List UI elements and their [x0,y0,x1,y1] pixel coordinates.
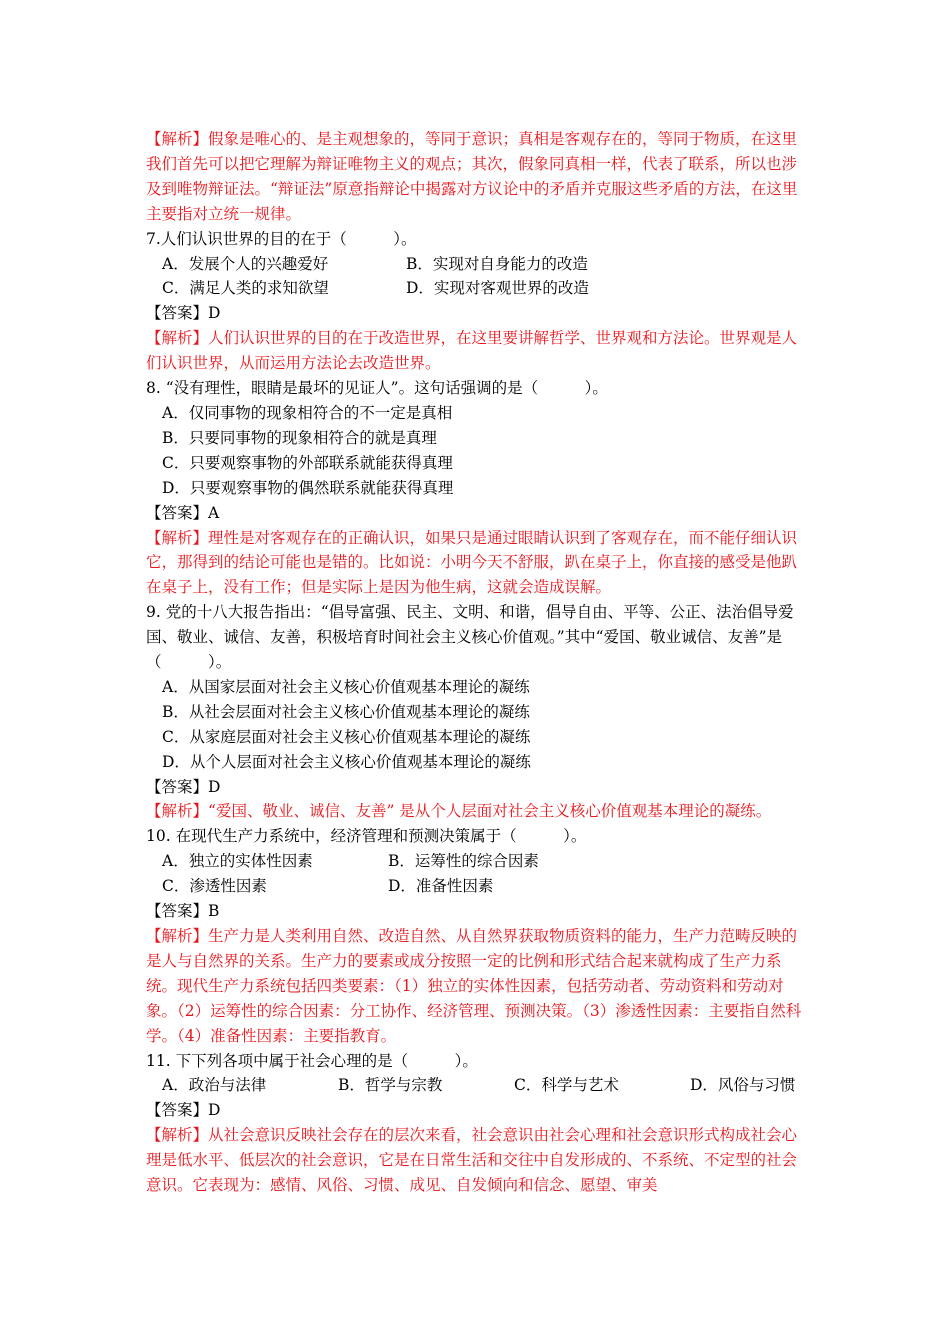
option-a: A．政治与法律 [162,1076,267,1095]
question-stem: 9. 党的十八大报告指出：“倡导富强、民主、文明、和谐，倡导自由、平等、公正、法治倡导爱国、敬业、诚信、友善，积极培育时间社会主义核心价值观。”其中“爱国、敬业诚信、友善”是（ ）。 [146,603,794,672]
analysis-text: “爱国、敬业、诚信、友善” 是从个人层面对社会主义核心价值观基本理论的凝练。 [208,802,772,821]
answer: 【答案】D [146,1101,221,1120]
answer: 【答案】A [146,503,220,522]
option-b: B．实现对自身能力的改造 [406,254,588,273]
analysis [146,924,810,1049]
analysis [146,799,810,824]
option-c: C．渗透性因素 [162,877,267,896]
answer: 【答案】D [146,777,221,796]
question-stem: 10. 在现代生产力系统中，经济管理和预测决策属于（ ）。 [146,827,587,846]
answer: 【答案】B [146,902,220,921]
analysis [146,1123,810,1198]
option-d: D．实现对客观世界的改造 [406,279,589,298]
option-d: D．风俗与习惯 [690,1076,796,1095]
option-c: C．从家庭层面对社会主义核心价值观基本理论的凝练 [162,727,531,746]
option-c: C．科学与艺术 [514,1076,619,1095]
option-d: D．从个人层面对社会主义核心价值观基本理论的凝练 [162,752,531,771]
option-a: A．仅同事物的现象相符合的不一定是真相 [162,403,453,422]
option-b: B．哲学与宗教 [338,1076,443,1095]
document-body [146,127,810,1198]
question-stem: 8. “没有理性，眼睛是最坏的见证人”。这句话强调的是（ ）。 [146,379,608,398]
question-stem: 7.人们认识世界的目的在于（ ）。 [146,229,417,248]
analysis [146,326,810,376]
option-d: D．只要观察事物的偶然联系就能获得真理 [162,478,454,497]
analysis-text: 人们认识世界的目的在于改造世界，在这里要讲解哲学、世界观和方法论。世界观是人们认识世界，从而运用方法论去改造世界。 [146,329,798,373]
question-8 [146,376,810,600]
analysis-label: 【解析】 [146,130,209,148]
option-a: A．从国家层面对社会主义核心价值观基本理论的凝练 [162,677,530,696]
analysis-label: 【解析】 [146,1126,209,1145]
analysis-text: 理性是对客观存在的正确认识，如果只是通过眼睛认识到了客观存在，而不能仔细认识它，那得到的结论可能也是错的。比如说：小明今天不舒服，趴在桌子上，你直接的感受是他趴在桌子上，没有工作；但是实际上是因为他生病，这就会造成误解。 [146,528,798,597]
option-a: A．发展个人的兴趣爱好 [162,254,329,273]
options-row [146,252,810,277]
options-row [146,849,810,874]
options-row [146,874,810,899]
answer: 【答案】D [146,304,221,323]
analysis-label: 【解析】 [146,927,209,945]
option-b: B．只要同事物的现象相符合的就是真理 [162,428,437,447]
analysis [146,526,810,601]
analysis-text: 从社会意识反映社会存在的层次来看，社会意识由社会心理和社会意识形式构成社会心理是低水平、低层次的社会意识，它是在日常生活和交往中自发形成的、不系统、不定型的社会意识。它表现为：感情、风俗、习惯、成见、自发倾向和信念、愿望、审美 [146,1126,798,1195]
analysis-label: 【解析】 [146,528,209,547]
question-11 [146,1049,810,1198]
option-b: B．运筹性的综合因素 [388,852,539,871]
question-10 [146,824,810,1048]
analysis-label: 【解析】 [146,802,209,821]
question-stem: 11. 下下列各项中属于社会心理的是（ ）。 [146,1051,478,1070]
analysis-text: 假象是唯心的、是主观想象的，等同于意识；真相是客观存在的，等同于物质，在这里我们首先可以把它理解为辩证唯物主义的观点；其次，假象同真相一样，代表了联系，所以也涉及到唯物辩证法。“辩证法”原意指辩论中揭露对方议论中的矛盾并克服这些矛盾的方法，在这里主要指对立统一规律。 [146,130,798,223]
option-c: C．只要观察事物的外部联系就能获得真理 [162,453,453,472]
options-row [146,1073,810,1098]
option-b: B．从社会层面对社会主义核心价值观基本理论的凝练 [162,702,530,721]
intro-analysis [146,127,810,227]
question-7 [146,227,810,376]
analysis-text: 生产力是人类利用自然、改造自然、从自然界获取物质资料的能力，生产力范畴反映的是人与自然界的关系。生产力的要素或成分按照一定的比例和形式结合起来就构成了生产力系统。现代生产力系统包括四类要素：（1）独立的实体性因素，包括劳动者、劳动资料和劳动对象。（2）运筹性的综合因素：分工协作、经济管理、预测决策。（3）渗透性因素：主要指自然科学。（4）准备性因素：主要指教育。 [146,927,802,1045]
option-c: C．满足人类的求知欲望 [162,279,329,298]
analysis-label: 【解析】 [146,329,209,348]
question-9 [146,600,810,824]
options-row [146,276,810,301]
option-a: A．独立的实体性因素 [162,852,313,871]
option-d: D．准备性因素 [388,877,494,896]
